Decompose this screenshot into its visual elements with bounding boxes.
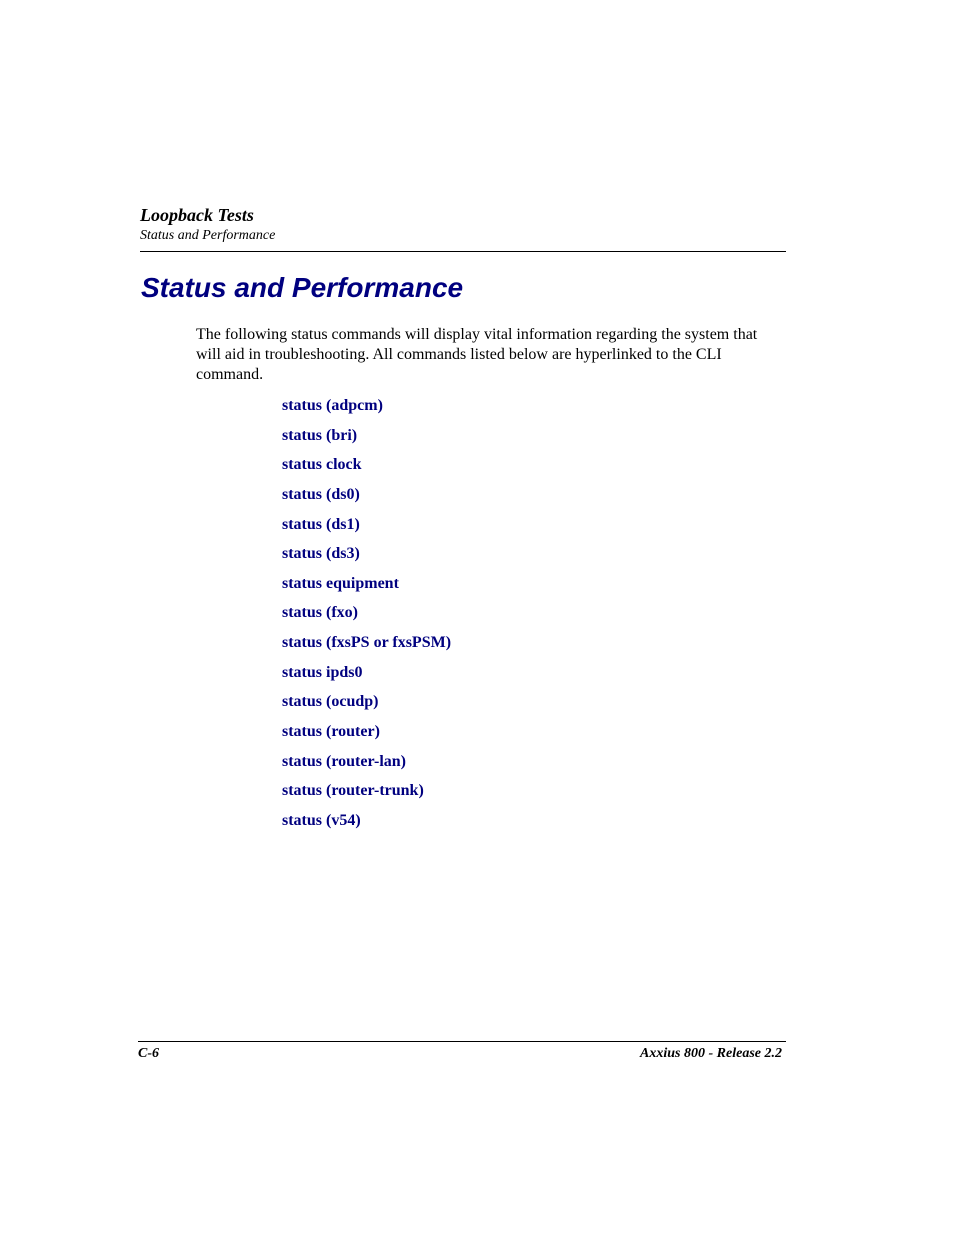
link-status-ipds0[interactable]: status ipds0 [282, 663, 363, 681]
link-status-bri[interactable]: status (bri) [282, 426, 358, 444]
list-item [282, 633, 451, 663]
list-item [282, 515, 451, 545]
header-divider [140, 251, 786, 252]
list-item [282, 752, 451, 782]
link-status-adpcm[interactable]: status (adpcm) [282, 397, 383, 414]
list-item [282, 544, 451, 574]
command-link-list [282, 396, 451, 841]
page-title: Status and Performance [141, 272, 464, 303]
link-status-v54[interactable]: status (v54) [282, 811, 361, 829]
footer-divider [138, 1041, 786, 1042]
section-subtitle: Status and Performance [140, 228, 276, 243]
link-status-ds0[interactable]: status (ds0) [282, 485, 360, 503]
link-status-router-lan[interactable]: status (router-lan) [282, 752, 406, 770]
list-item [282, 426, 451, 456]
list-item [282, 396, 451, 426]
list-item [282, 663, 451, 693]
link-status-ds1[interactable]: status (ds1) [282, 515, 360, 533]
link-status-router[interactable]: status (router) [282, 723, 380, 741]
chapter-title: Loopback Tests [140, 205, 254, 225]
list-item [282, 811, 451, 841]
link-status-router-trunk[interactable]: status (router-trunk) [282, 782, 424, 800]
link-status-equipment[interactable]: status equipment [282, 574, 399, 592]
list-item [282, 781, 451, 811]
link-status-ds3[interactable]: status (ds3) [282, 545, 360, 563]
page-number: C-6 [138, 1046, 159, 1061]
link-status-fxo[interactable]: status (fxo) [282, 604, 358, 622]
list-item [282, 692, 451, 722]
intro-paragraph: The following status commands will display vital information regarding the system that will aid in troubleshooting. All commands listed below are hyperlinked to the CLI command. [196, 326, 758, 383]
list-item [282, 485, 451, 515]
product-release: Axxius 800 - Release 2.2 [640, 1046, 782, 1061]
list-item [282, 722, 451, 752]
list-item [282, 574, 451, 604]
link-status-clock[interactable]: status clock [282, 456, 362, 474]
link-status-ocudp[interactable]: status (ocudp) [282, 693, 379, 711]
list-item [282, 455, 451, 485]
link-status-fxsps-or-fxspsm[interactable]: status (fxsPS or fxsPSM) [282, 634, 452, 652]
running-header [140, 204, 786, 245]
list-item [282, 603, 451, 633]
